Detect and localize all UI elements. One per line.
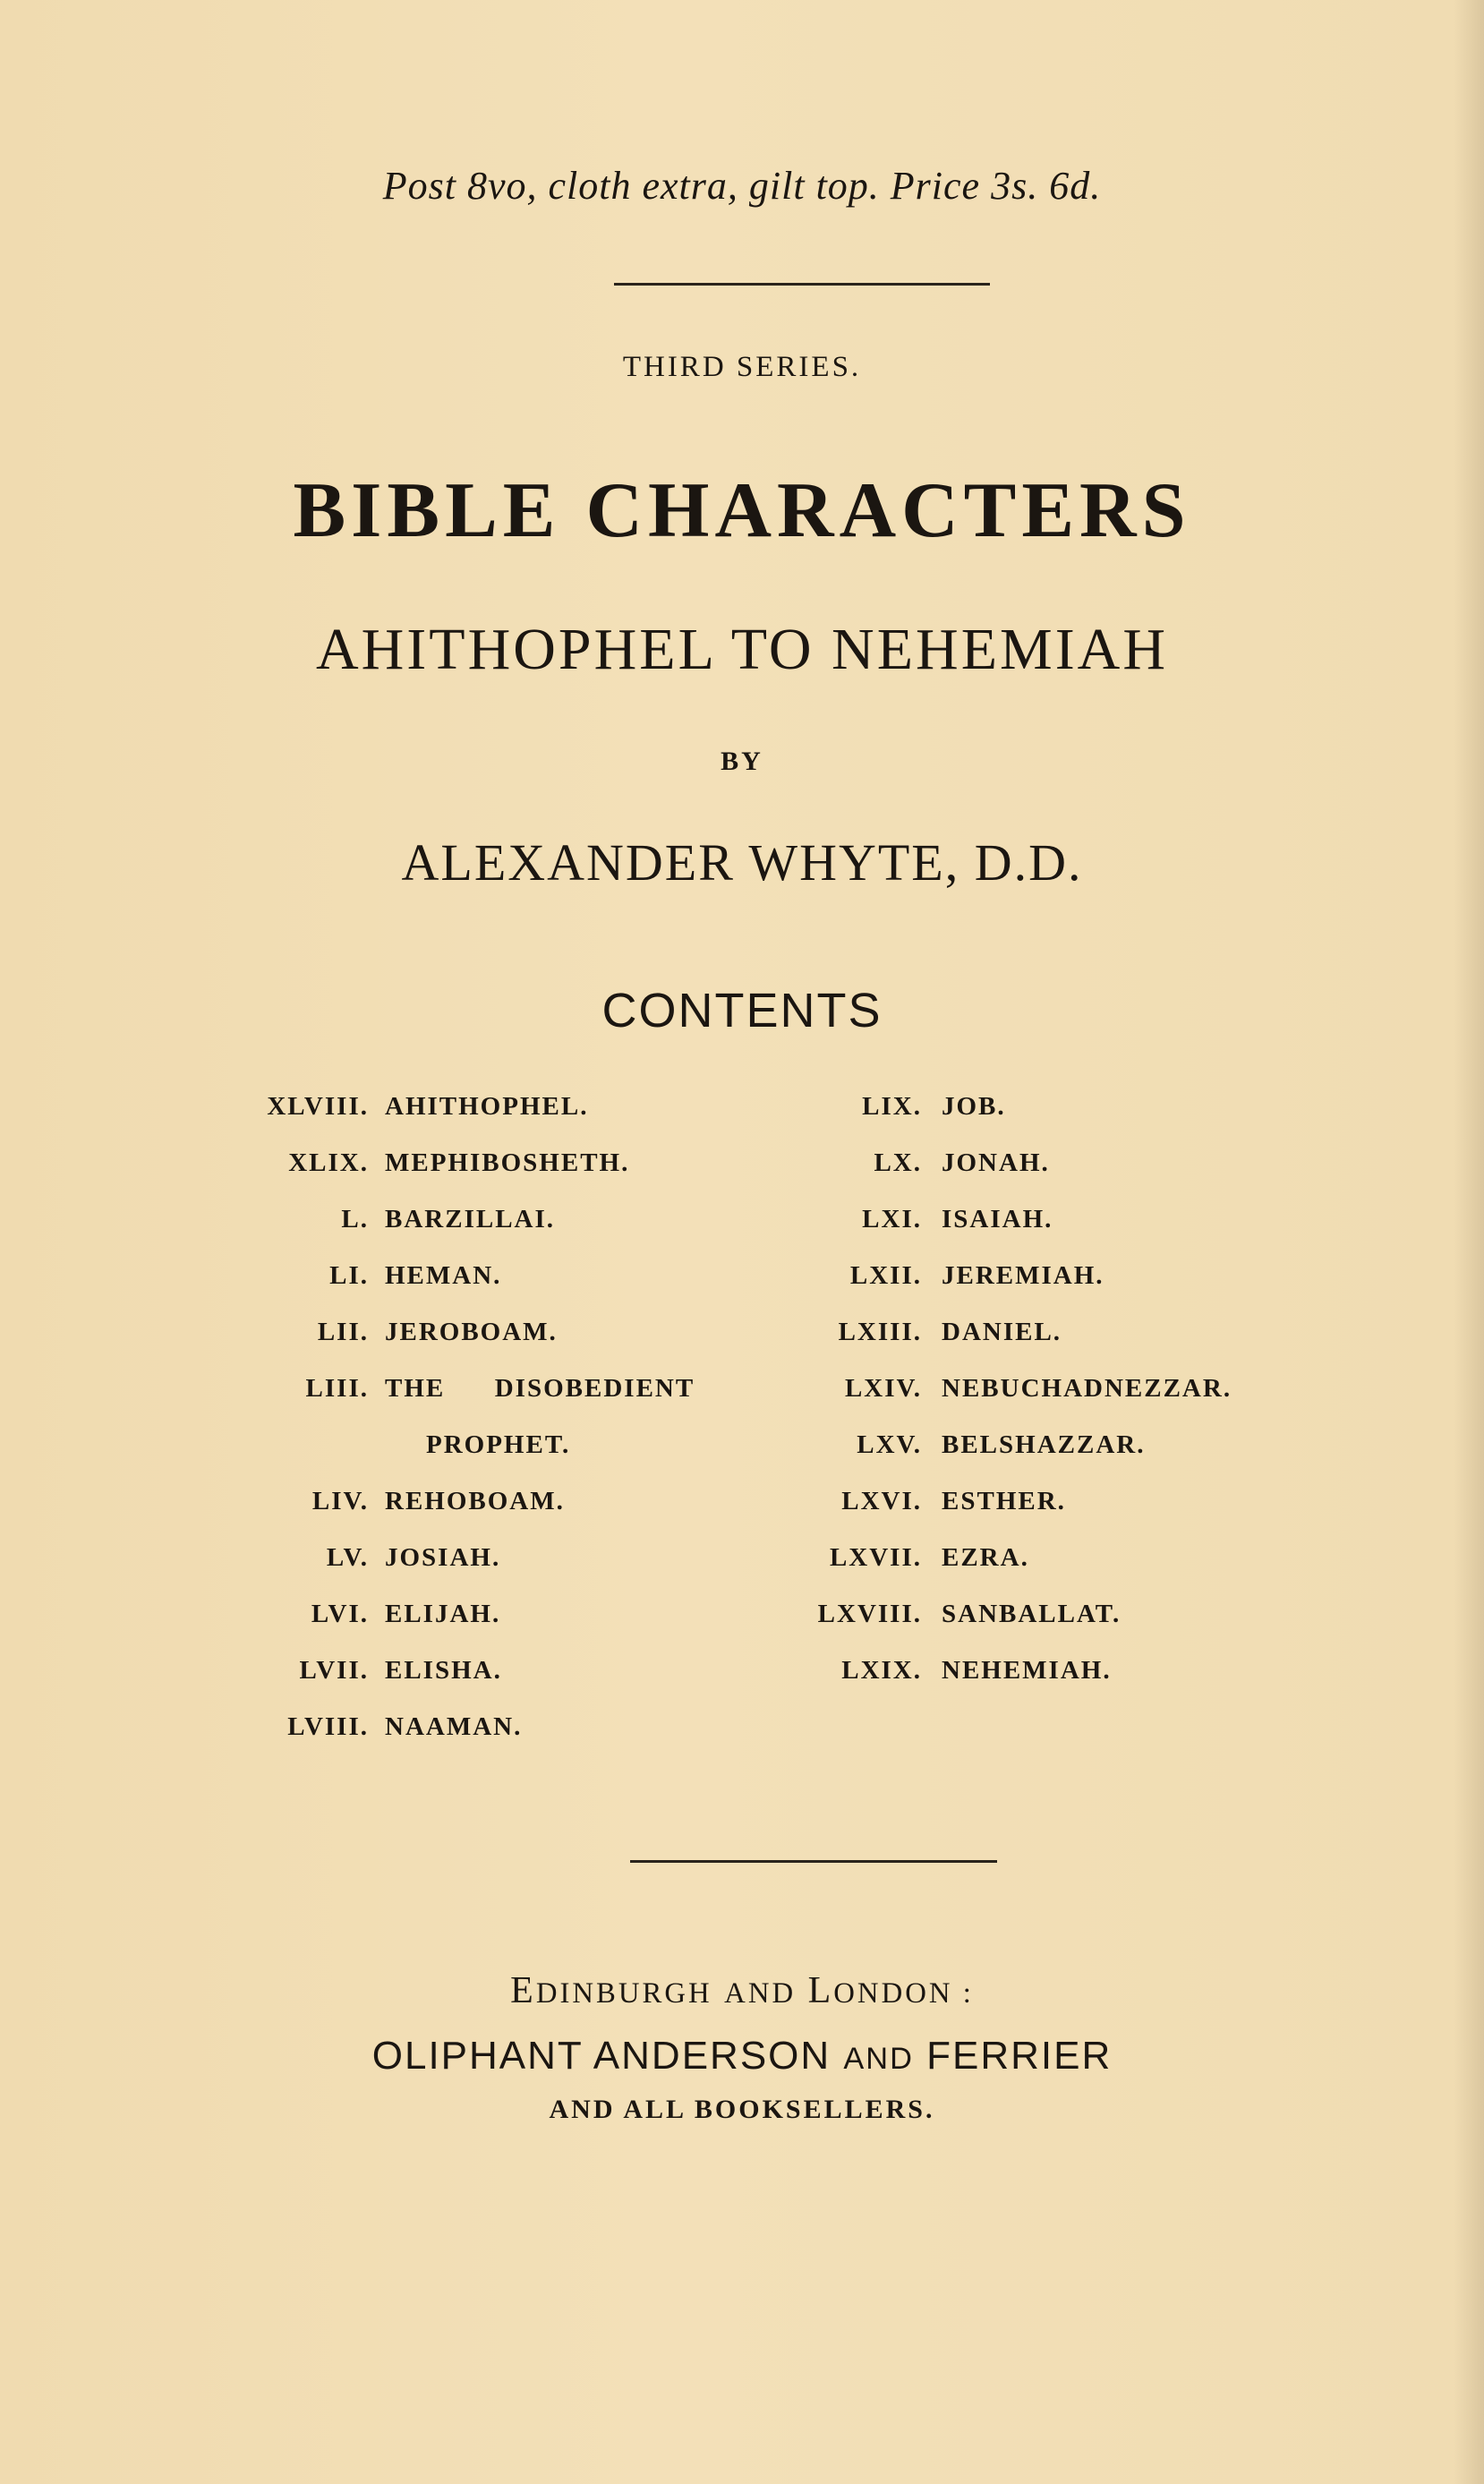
city-initial: E <box>510 1970 536 2011</box>
toc-number: LV. <box>326 1543 369 1572</box>
toc-title: ELIJAH. <box>385 1600 501 1628</box>
city-initial: L <box>807 1970 834 2011</box>
city-rest: DINBURGH <box>535 1977 712 2010</box>
toc-number: LXVIII. <box>817 1600 922 1628</box>
toc-title: NEBUCHADNEZZAR. <box>942 1374 1232 1403</box>
and-word: AND <box>724 1977 797 2010</box>
toc-number: LXI. <box>862 1205 922 1233</box>
toc-number: LI. <box>329 1261 369 1290</box>
toc-number: LX. <box>874 1148 922 1177</box>
toc-title: JEROBOAM. <box>385 1318 558 1346</box>
toc-number: XLIX. <box>288 1148 369 1177</box>
series-label: THIRD SERIES. <box>622 351 862 383</box>
toc-number: LIV. <box>311 1487 369 1515</box>
toc-title: BARZILLAI. <box>385 1205 556 1233</box>
toc-number: L. <box>341 1205 369 1233</box>
toc-title: SANBALLAT. <box>942 1600 1122 1628</box>
bottom-divider <box>630 1860 997 1863</box>
author-name: ALEXANDER WHYTE, D.D. <box>401 833 1083 892</box>
format-price-line: Post 8vo, cloth extra, gilt top. Price 3s. 6d. <box>382 164 1102 208</box>
toc-number: LXIX. <box>841 1656 922 1685</box>
book-title: BIBLE CHARACTERS <box>293 467 1191 554</box>
toc-number: LXIII. <box>838 1318 922 1346</box>
toc-title: DANIEL. <box>942 1318 1062 1346</box>
publisher-name-part: FERRIER <box>926 2034 1113 2078</box>
toc-number: LXVII. <box>829 1543 922 1572</box>
toc-title: NAAMAN. <box>385 1712 523 1741</box>
toc-title: JOSIAH. <box>385 1543 501 1572</box>
publisher-and: AND <box>843 2042 914 2076</box>
toc-title: ELISHA. <box>385 1656 502 1685</box>
toc-title: JONAH. <box>942 1148 1050 1177</box>
city-rest: ONDON : <box>833 1977 974 2010</box>
toc-title: ISAIAH. <box>942 1205 1053 1233</box>
toc-number: LIX. <box>862 1092 922 1121</box>
booksellers-line: AND ALL BOOKSELLERS. <box>549 2095 935 2124</box>
top-divider <box>614 283 990 286</box>
toc-number: LXII. <box>849 1261 922 1290</box>
toc-title: EZRA. <box>942 1543 1029 1572</box>
toc-title: NEHEMIAH. <box>942 1656 1112 1685</box>
book-subtitle: AHITHOPHEL TO NEHEMIAH <box>315 617 1169 682</box>
toc-number: LII. <box>317 1318 369 1346</box>
toc-number: LXIV. <box>844 1374 922 1403</box>
toc-number: LIII. <box>305 1374 369 1403</box>
toc-number: LVI. <box>311 1600 369 1628</box>
publisher-name <box>0 2034 1484 2079</box>
contents-heading: CONTENTS <box>601 984 883 1037</box>
toc-title: AHITHOPHEL. <box>385 1092 589 1121</box>
toc-number: LVII. <box>299 1656 369 1685</box>
toc-number: LXVI. <box>841 1487 922 1515</box>
toc-number: LVIII. <box>287 1712 369 1741</box>
toc-title: PROPHET. <box>426 1430 571 1459</box>
toc-number: XLVIII. <box>267 1092 369 1121</box>
toc-title: JEREMIAH. <box>942 1261 1104 1290</box>
toc-title: HEMAN. <box>385 1261 502 1290</box>
toc-title: ESTHER. <box>942 1487 1066 1515</box>
toc-title: JOB. <box>942 1092 1006 1121</box>
publisher-name-part: OLIPHANT ANDERSON <box>371 2034 832 2078</box>
by-label: BY <box>721 747 763 776</box>
toc-title: REHOBOAM. <box>385 1487 565 1515</box>
toc-title: MEPHIBOSHETH. <box>385 1148 630 1177</box>
toc-title: BELSHAZZAR. <box>942 1430 1146 1459</box>
publisher-cities <box>0 1969 1484 2012</box>
toc-number: LXV. <box>857 1430 922 1459</box>
toc-title: THE DISOBEDIENT <box>385 1374 695 1403</box>
